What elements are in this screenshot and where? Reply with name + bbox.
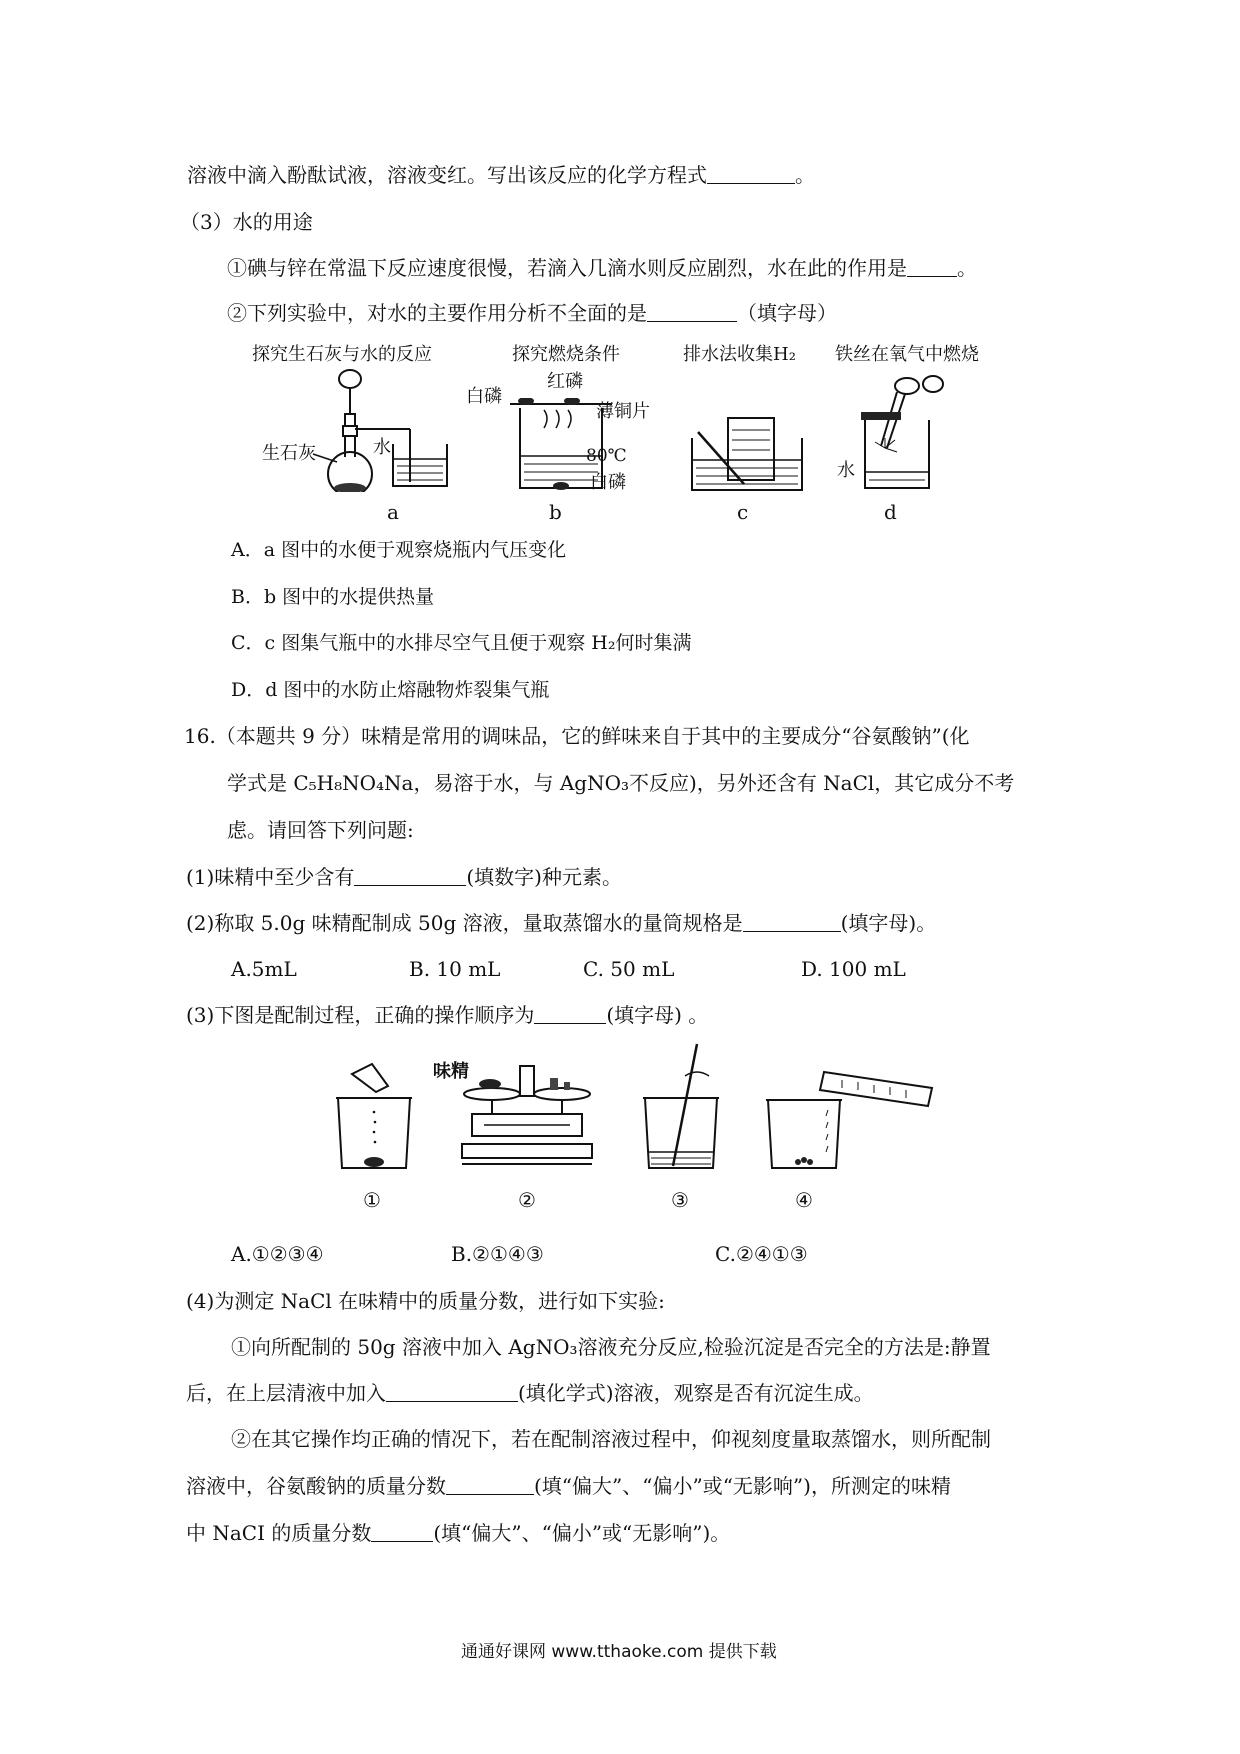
answer-blank-3-2[interactable] <box>647 301 737 322</box>
q16-part3-text: (3)下图是配制过程，正确的操作顺序为 <box>186 1003 535 1027</box>
q16-part4-2c-end: (填“偏大”、“偏小”或“无影响”)。 <box>433 1521 731 1545</box>
label-copper-plate: 薄铜片 <box>596 401 650 422</box>
answer-blank-3-1[interactable] <box>907 256 957 277</box>
q16-part2-end: (填字母)。 <box>840 911 937 935</box>
label-white-phosphorus-bottom: 白磷 <box>590 472 626 493</box>
q16-part3-option-a: A.①②③④ <box>231 1242 324 1266</box>
answer-blank-16-4-2b[interactable] <box>371 1521 433 1542</box>
label-msg: 味精 <box>433 1061 469 1082</box>
figure-letter-b: b <box>549 500 562 524</box>
q16-part2 <box>186 910 936 936</box>
step-number-4: ④ <box>795 1188 813 1212</box>
figure-d-caption: 铁丝在氧气中燃烧 <box>835 344 979 365</box>
figure-b-caption: 探究燃烧条件 <box>512 344 620 365</box>
option-c: C．c 图集气瓶中的水排尽空气且便于观察 H₂何时集满 <box>231 632 692 654</box>
q16-part3 <box>186 1002 708 1028</box>
label-white-phosphorus-top: 白磷 <box>466 386 502 407</box>
label-water-d: 水 <box>837 460 855 481</box>
water-collection-figure <box>688 412 806 492</box>
figure-c-caption: 排水法收集H₂ <box>683 344 796 365</box>
figure-letter-d: d <box>884 500 897 524</box>
q16-part3-end: (填字母) 。 <box>606 1003 709 1027</box>
footer-source: 通通好课网 www.tthaoke.com 提供下载 <box>461 1642 777 1662</box>
step-number-3: ③ <box>671 1188 689 1212</box>
figure-letter-a: a <box>387 500 399 524</box>
answer-blank-16-3[interactable] <box>534 1003 606 1024</box>
q16-part1 <box>186 864 622 890</box>
step3-stir-figure <box>637 1040 729 1172</box>
answer-blank-equation[interactable] <box>707 163 795 184</box>
flask-apparatus-figure <box>255 362 465 492</box>
iron-burning-figure <box>845 368 955 492</box>
q16-part4-2c-text: 中 NaCI 的质量分数 <box>186 1521 372 1545</box>
section-heading-water-use: （3）水的用途 <box>180 210 313 234</box>
q16-part4-1-line2 <box>186 1380 874 1406</box>
q16-part3-option-c: C.②④①③ <box>715 1242 808 1266</box>
q16-part2-text: (2)称取 5.0g 味精配制成 50g 溶液，量取蒸馏水的量筒规格是 <box>186 911 743 935</box>
question-3-1 <box>227 255 977 281</box>
q16-part4-1-line1: ①向所配制的 50g 溶液中加入 AgNO₃溶液充分反应,检验沉淀是否完全的方法是:静置 <box>231 1335 991 1359</box>
q16-part1-end: (填数字)种元素。 <box>466 865 622 889</box>
question-3-1-text: ①碘与锌在常温下反应速度很慢，若滴入几滴水则反应剧烈，水在此的作用是 <box>227 256 907 280</box>
equation-prompt: 溶液中滴入酚酞试液，溶液变红。写出该反应的化学方程式 <box>187 163 707 187</box>
answer-blank-16-4-2a[interactable] <box>446 1474 534 1495</box>
answer-blank-16-1[interactable] <box>354 865 466 886</box>
q16-stem-line3: 虑。请回答下列问题: <box>227 818 414 842</box>
answer-blank-16-4-1[interactable] <box>386 1381 518 1402</box>
step-number-2: ② <box>518 1188 536 1212</box>
option-d: D．d 图中的水防止熔融物炸裂集气瓶 <box>231 679 550 701</box>
answer-blank-16-2[interactable] <box>743 911 841 932</box>
q16-part4-2-end: (填“偏大”、“偏小”或“无影响”)，所测定的味精 <box>534 1474 951 1498</box>
q16-part2-option-d: D. 100 mL <box>801 957 906 981</box>
label-temperature: 80℃ <box>586 446 627 466</box>
question-3-2-text: ②下列实验中，对水的主要作用分析不全面的是 <box>227 301 647 325</box>
q16-part4-2-line3 <box>186 1520 730 1546</box>
q16-part2-option-a: A.5mL <box>231 957 297 981</box>
label-red-phosphorus: 红磷 <box>547 371 583 392</box>
q16-stem-line1: 16.（本题共 9 分）味精是常用的调味品，它的鲜味来自于其中的主要成分“谷氨酸钠”(化 <box>184 724 970 748</box>
q16-stem-line2: 学式是 C₅H₈NO₄Na，易溶于水，与 AgNO₃不反应)，另外还含有 NaCl，其它成分不考 <box>227 771 1015 795</box>
label-quicklime: 生石灰 <box>262 443 316 464</box>
step1-pour-figure <box>330 1056 422 1172</box>
q16-part4-2-text: 溶液中，谷氨酸钠的质量分数 <box>186 1474 446 1498</box>
option-b: B．b 图中的水提供热量 <box>231 586 435 608</box>
q16-part3-option-b: B.②①④③ <box>451 1242 544 1266</box>
q16-part2-option-b: B. 10 mL <box>409 957 501 981</box>
q16-part4-1-text: 后，在上层清液中加入 <box>186 1381 386 1405</box>
q16-part1-text: (1)味精中至少含有 <box>186 865 355 889</box>
q16-part4-2-line1: ②在其它操作均正确的情况下，若在配制溶液过程中，仰视刻度量取蒸馏水，则所配制 <box>231 1427 991 1451</box>
q16-part4-2-line2 <box>186 1473 951 1499</box>
q16-part2-option-c: C. 50 mL <box>583 957 675 981</box>
figure-a-caption: 探究生石灰与水的反应 <box>252 344 432 365</box>
step-number-1: ① <box>363 1188 381 1212</box>
question-3-2-hint: （填字母） <box>737 301 837 325</box>
question-3-2 <box>227 300 837 326</box>
q16-part4: (4)为测定 NaCl 在味精中的质量分数，进行如下实验: <box>186 1289 665 1313</box>
step2-balance-figure <box>454 1052 600 1172</box>
period: 。 <box>957 256 977 280</box>
label-water-a: 水 <box>373 437 391 458</box>
option-a: A．a 图中的水便于观察烧瓶内气压变化 <box>231 539 567 561</box>
figure-letter-c: c <box>737 500 749 524</box>
q16-part4-1-end: (填化学式)溶液，观察是否有沉淀生成。 <box>518 1381 874 1405</box>
step4-cylinder-figure <box>762 1066 940 1172</box>
text-line-equation <box>187 162 815 188</box>
period: 。 <box>795 163 815 187</box>
